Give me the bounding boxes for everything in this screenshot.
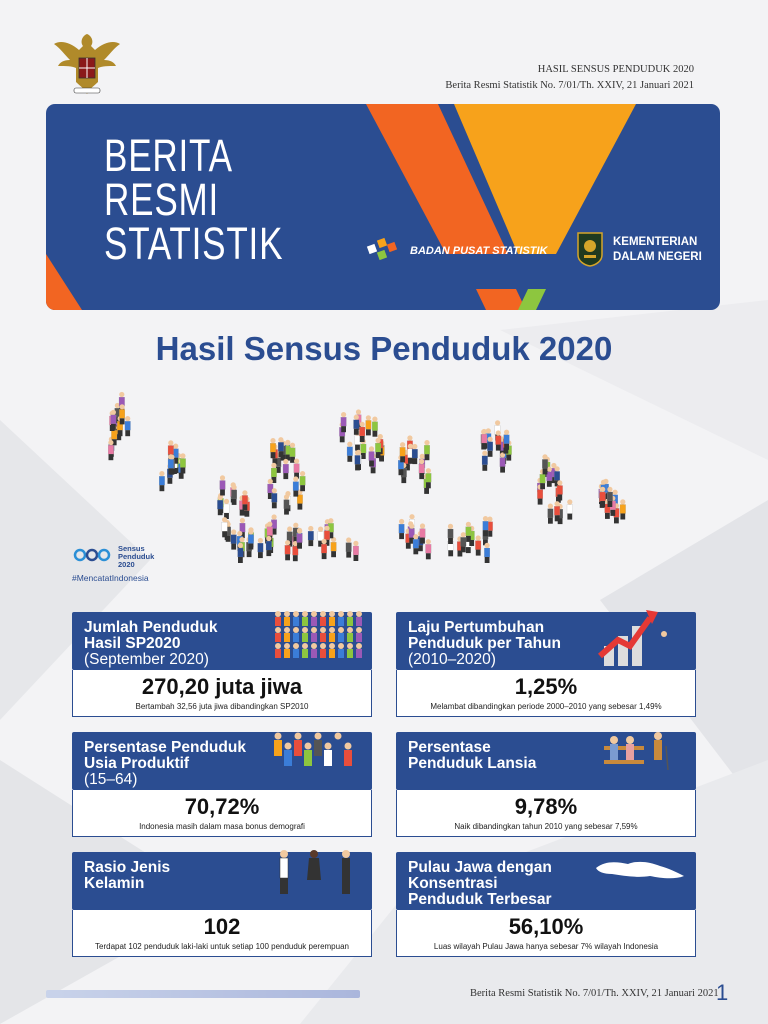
sensus-logo-line: Penduduk <box>118 552 155 561</box>
stat-card-title-line: Laju Pertumbuhan <box>408 619 545 636</box>
banner-title-line: RESMI <box>104 174 220 225</box>
page-number: 1 <box>716 980 729 1005</box>
stat-card-title-line: Usia Produktif <box>84 755 190 772</box>
stat-card-subtitle: (15–64) <box>84 771 138 788</box>
stat-card-title-line: Kelamin <box>84 875 145 892</box>
gender-icon <box>270 846 366 910</box>
stat-card-subtitle: (2010–2020) <box>408 651 496 668</box>
stat-card-body <box>396 790 696 837</box>
stat-card-title <box>84 860 170 892</box>
stat-card-body <box>396 670 696 717</box>
sensus-hashtag: #MencatatIndonesia <box>72 573 149 583</box>
stat-card <box>396 612 696 717</box>
sensus-logo-line: Sensus <box>118 544 145 553</box>
bps-label: BADAN PUSAT STATISTIK <box>410 245 548 257</box>
stat-card-title <box>408 860 552 908</box>
stat-card-header <box>396 732 696 790</box>
stat-card-value: 9,78% <box>514 794 578 819</box>
page-title: Hasil Sensus Penduduk 2020 <box>155 330 613 367</box>
stat-card-header <box>72 852 372 910</box>
banner <box>46 104 720 310</box>
stat-card-body <box>72 670 372 717</box>
stat-card <box>72 732 372 837</box>
bps-logo-icon <box>366 235 406 265</box>
stat-card-description: Melambat dibandingkan periode 2000–2010 yang sebesar 1,49% <box>430 702 662 711</box>
stat-card <box>72 612 372 717</box>
banner-title-line: BERITA <box>104 130 233 181</box>
sensus-logo-text <box>118 545 154 569</box>
stat-card-value: 102 <box>203 914 241 939</box>
kemendagri-label-line: KEMENTERIAN <box>613 236 698 248</box>
footer-publication-number: Berita Resmi Statistik No. 7/01/Th. XXIV, 21 Januari 2021 <box>470 988 719 999</box>
stat-card-body <box>72 910 372 957</box>
stat-card-description: Indonesia masih dalam masa bonus demografi <box>139 822 305 831</box>
stat-card-header <box>72 612 372 670</box>
header-publication-title: HASIL SENSUS PENDUDUK 2020 <box>537 64 694 75</box>
stat-card-body <box>396 910 696 957</box>
stat-card-title-line: Rasio Jenis <box>84 859 171 876</box>
stat-card-description: Terdapat 102 penduduk laki-laki untuk setiap 100 penduduk perempuan <box>95 942 349 951</box>
stat-card <box>72 852 372 957</box>
stat-card-value: 270,20 juta jiwa <box>141 674 303 699</box>
stat-card-description: Naik dibandingkan tahun 2010 yang sebesar 7,59% <box>454 822 638 831</box>
stat-card-header <box>396 852 696 910</box>
stat-card-title <box>408 620 561 668</box>
elderly-icon <box>594 726 690 790</box>
stat-card <box>396 732 696 837</box>
banner-title <box>104 130 284 269</box>
stat-card-title-line: Penduduk per Tahun <box>408 635 561 652</box>
garuda-emblem <box>52 28 122 98</box>
stat-card-title-line: Jumlah Penduduk <box>84 619 218 636</box>
workers-icon <box>270 726 366 790</box>
sensus-logo-line: 2020 <box>118 560 135 569</box>
java-map-icon <box>594 846 690 910</box>
stat-card-title <box>408 740 536 772</box>
stat-card-subtitle: (September 2020) <box>84 651 209 668</box>
stat-card-value: 56,10% <box>508 914 584 939</box>
kemendagri-label <box>613 235 702 265</box>
stat-card-title-line: Persentase <box>408 739 491 756</box>
banner-title-line: STATISTIK <box>104 218 284 269</box>
stat-card-title-line: Penduduk Lansia <box>408 755 537 772</box>
sensus-penduduk-logo <box>72 545 172 585</box>
stat-card <box>396 852 696 957</box>
footer-bar <box>46 990 360 998</box>
stat-card-header <box>72 732 372 790</box>
stat-card-title-line: Konsentrasi <box>408 875 498 892</box>
growth-chart-icon <box>594 606 690 670</box>
stat-card-title <box>84 620 218 668</box>
stat-card-title-line: Hasil SP2020 <box>84 635 181 652</box>
stat-card-title-line: Pulau Jawa dengan <box>408 859 552 876</box>
kemendagri-label-line: DALAM NEGERI <box>613 251 702 263</box>
stat-card-description: Luas wilayah Pulau Jawa hanya sebesar 7% wilayah Indonesia <box>433 942 659 951</box>
stat-card-description: Bertambah 32,56 juta jiwa dibandingkan SP2010 <box>135 702 309 711</box>
stat-card-value: 70,72% <box>184 794 260 819</box>
stat-card-title <box>84 740 246 788</box>
indonesia-crowd-illustration <box>100 376 660 576</box>
stat-card-body <box>72 790 372 837</box>
kemendagri-logo-icon <box>576 231 604 267</box>
crowd-icon <box>270 606 366 670</box>
stat-card-header <box>396 612 696 670</box>
header-publication-number: Berita Resmi Statistik No. 7/01/Th. XXIV, 21 Januari 2021 <box>445 80 694 91</box>
stat-card-value: 1,25% <box>514 674 578 699</box>
sensus-logo-icon <box>72 545 116 565</box>
stat-card-title-line: Penduduk Terbesar <box>408 891 552 908</box>
stat-card-title-line: Persentase Penduduk <box>84 739 246 756</box>
